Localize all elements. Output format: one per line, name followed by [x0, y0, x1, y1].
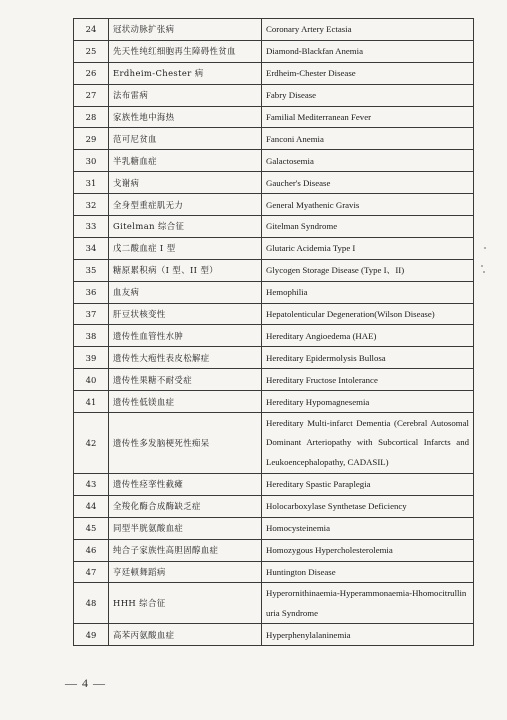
chinese-name: 全羧化酶合成酶缺乏症: [109, 495, 262, 517]
chinese-name: 纯合子家族性高胆固醇血症: [109, 539, 262, 561]
english-name: Holocarboxylase Synthetase Deficiency: [262, 495, 474, 517]
english-name: General Myathenic Gravis: [262, 194, 474, 216]
table-row: [74, 106, 474, 128]
english-name: Huntington Disease: [262, 561, 474, 583]
rare-disease-table: [73, 18, 474, 646]
table-row: [74, 561, 474, 583]
chinese-name: 高苯丙氨酸血症: [109, 624, 262, 646]
english-name: Hereditary Angioedema (HAE): [262, 325, 474, 347]
chinese-name: HHH 综合征: [109, 583, 262, 624]
english-name: Hereditary Hypomagnesemia: [262, 391, 474, 413]
row-number: 42: [74, 413, 109, 474]
english-name: Hereditary Spastic Paraplegia: [262, 474, 474, 496]
english-name: Gitelman Syndrome: [262, 216, 474, 238]
row-number: 27: [74, 84, 109, 106]
row-number: 32: [74, 194, 109, 216]
english-name: Homozygous Hypercholesterolemia: [262, 539, 474, 561]
chinese-name: 遗传性痉挛性截瘫: [109, 474, 262, 496]
row-number: 28: [74, 106, 109, 128]
english-name: Hyperornithinaemia-Hyperammonaemia-Hhomocitrullinuria Syndrome: [262, 583, 474, 624]
english-name: Gaucher's Disease: [262, 172, 474, 194]
table-row: [74, 495, 474, 517]
chinese-name: 遗传性多发脑梗死性痴呆: [109, 413, 262, 474]
table-row: [74, 172, 474, 194]
table-row: [74, 237, 474, 259]
row-number: 39: [74, 347, 109, 369]
english-name: Glutaric Acidemia Type I: [262, 237, 474, 259]
row-number: 43: [74, 474, 109, 496]
english-name: Galactosemia: [262, 150, 474, 172]
chinese-name: 亨廷顿舞蹈病: [109, 561, 262, 583]
table-row: [74, 517, 474, 539]
row-number: 34: [74, 237, 109, 259]
chinese-name: 全身型重症肌无力: [109, 194, 262, 216]
row-number: 24: [74, 19, 109, 41]
english-name: Homocysteinemia: [262, 517, 474, 539]
row-number: 38: [74, 325, 109, 347]
table-row: [74, 325, 474, 347]
english-name: Familial Mediterranean Fever: [262, 106, 474, 128]
chinese-name: 同型半胱氨酸血症: [109, 517, 262, 539]
chinese-name: 遗传性低镁血症: [109, 391, 262, 413]
chinese-name: 遗传性果糖不耐受症: [109, 369, 262, 391]
row-number: 35: [74, 259, 109, 281]
table-row: [74, 391, 474, 413]
chinese-name: 半乳糖血症: [109, 150, 262, 172]
row-number: 37: [74, 303, 109, 325]
english-name: Hereditary Multi-infarct Dementia (Cerebral Autosomal Dominant Arteriopathy with Subcortical Infarcts and Leukoencephalopathy, CADASIL): [262, 413, 474, 474]
english-name: Coronary Artery Ectasia: [262, 19, 474, 41]
chinese-name: 遗传性血管性水肿: [109, 325, 262, 347]
row-number: 44: [74, 495, 109, 517]
row-number: 45: [74, 517, 109, 539]
page-number: — 4 —: [65, 676, 106, 690]
table-row: [74, 216, 474, 238]
table-row: [74, 474, 474, 496]
table-row: [74, 583, 474, 624]
row-number: 29: [74, 128, 109, 150]
chinese-name: 范可尼贫血: [109, 128, 262, 150]
english-name: Glycogen Storage Disease (Type I、II): [262, 259, 474, 281]
row-number: 47: [74, 561, 109, 583]
chinese-name: Erdheim-Chester 病: [109, 62, 262, 84]
row-number: 40: [74, 369, 109, 391]
row-number: 26: [74, 62, 109, 84]
table-row: [74, 40, 474, 62]
table-row: [74, 539, 474, 561]
english-name: Hemophilia: [262, 281, 474, 303]
row-number: 49: [74, 624, 109, 646]
english-name: Hepatolenticular Degeneration(Wilson Disease): [262, 303, 474, 325]
chinese-name: Gitelman 综合征: [109, 216, 262, 238]
table-row: [74, 413, 474, 474]
scan-speck: [483, 271, 485, 273]
row-number: 33: [74, 216, 109, 238]
chinese-name: 遗传性大疱性表皮松解症: [109, 347, 262, 369]
table-row: [74, 84, 474, 106]
scan-speck: [481, 265, 483, 267]
table-row: [74, 624, 474, 646]
row-number: 41: [74, 391, 109, 413]
chinese-name: 家族性地中海热: [109, 106, 262, 128]
row-number: 30: [74, 150, 109, 172]
chinese-name: 先天性纯红细胞再生障碍性贫血: [109, 40, 262, 62]
chinese-name: 戊二酸血症 I 型: [109, 237, 262, 259]
scan-speck: [484, 247, 486, 249]
english-name: Fabry Disease: [262, 84, 474, 106]
table-row: [74, 369, 474, 391]
row-number: 25: [74, 40, 109, 62]
table-row: [74, 259, 474, 281]
row-number: 31: [74, 172, 109, 194]
chinese-name: 肝豆状核变性: [109, 303, 262, 325]
table-row: [74, 128, 474, 150]
chinese-name: 法布雷病: [109, 84, 262, 106]
chinese-name: 血友病: [109, 281, 262, 303]
english-name: Erdheim-Chester Disease: [262, 62, 474, 84]
chinese-name: 戈谢病: [109, 172, 262, 194]
english-name: Fanconi Anemia: [262, 128, 474, 150]
english-name: Hereditary Fructose Intolerance: [262, 369, 474, 391]
table-row: [74, 150, 474, 172]
chinese-name: 糖原累积病（I 型、II 型）: [109, 259, 262, 281]
english-name: Diamond-Blackfan Anemia: [262, 40, 474, 62]
row-number: 36: [74, 281, 109, 303]
table-row: [74, 194, 474, 216]
table-row: [74, 62, 474, 84]
row-number: 48: [74, 583, 109, 624]
table-row: [74, 281, 474, 303]
english-name: Hyperphenylalaninemia: [262, 624, 474, 646]
table-row: [74, 347, 474, 369]
table-row: [74, 303, 474, 325]
table-body: [74, 19, 474, 646]
chinese-name: 冠状动脉扩张病: [109, 19, 262, 41]
english-name: Hereditary Epidermolysis Bullosa: [262, 347, 474, 369]
table-row: [74, 19, 474, 41]
row-number: 46: [74, 539, 109, 561]
